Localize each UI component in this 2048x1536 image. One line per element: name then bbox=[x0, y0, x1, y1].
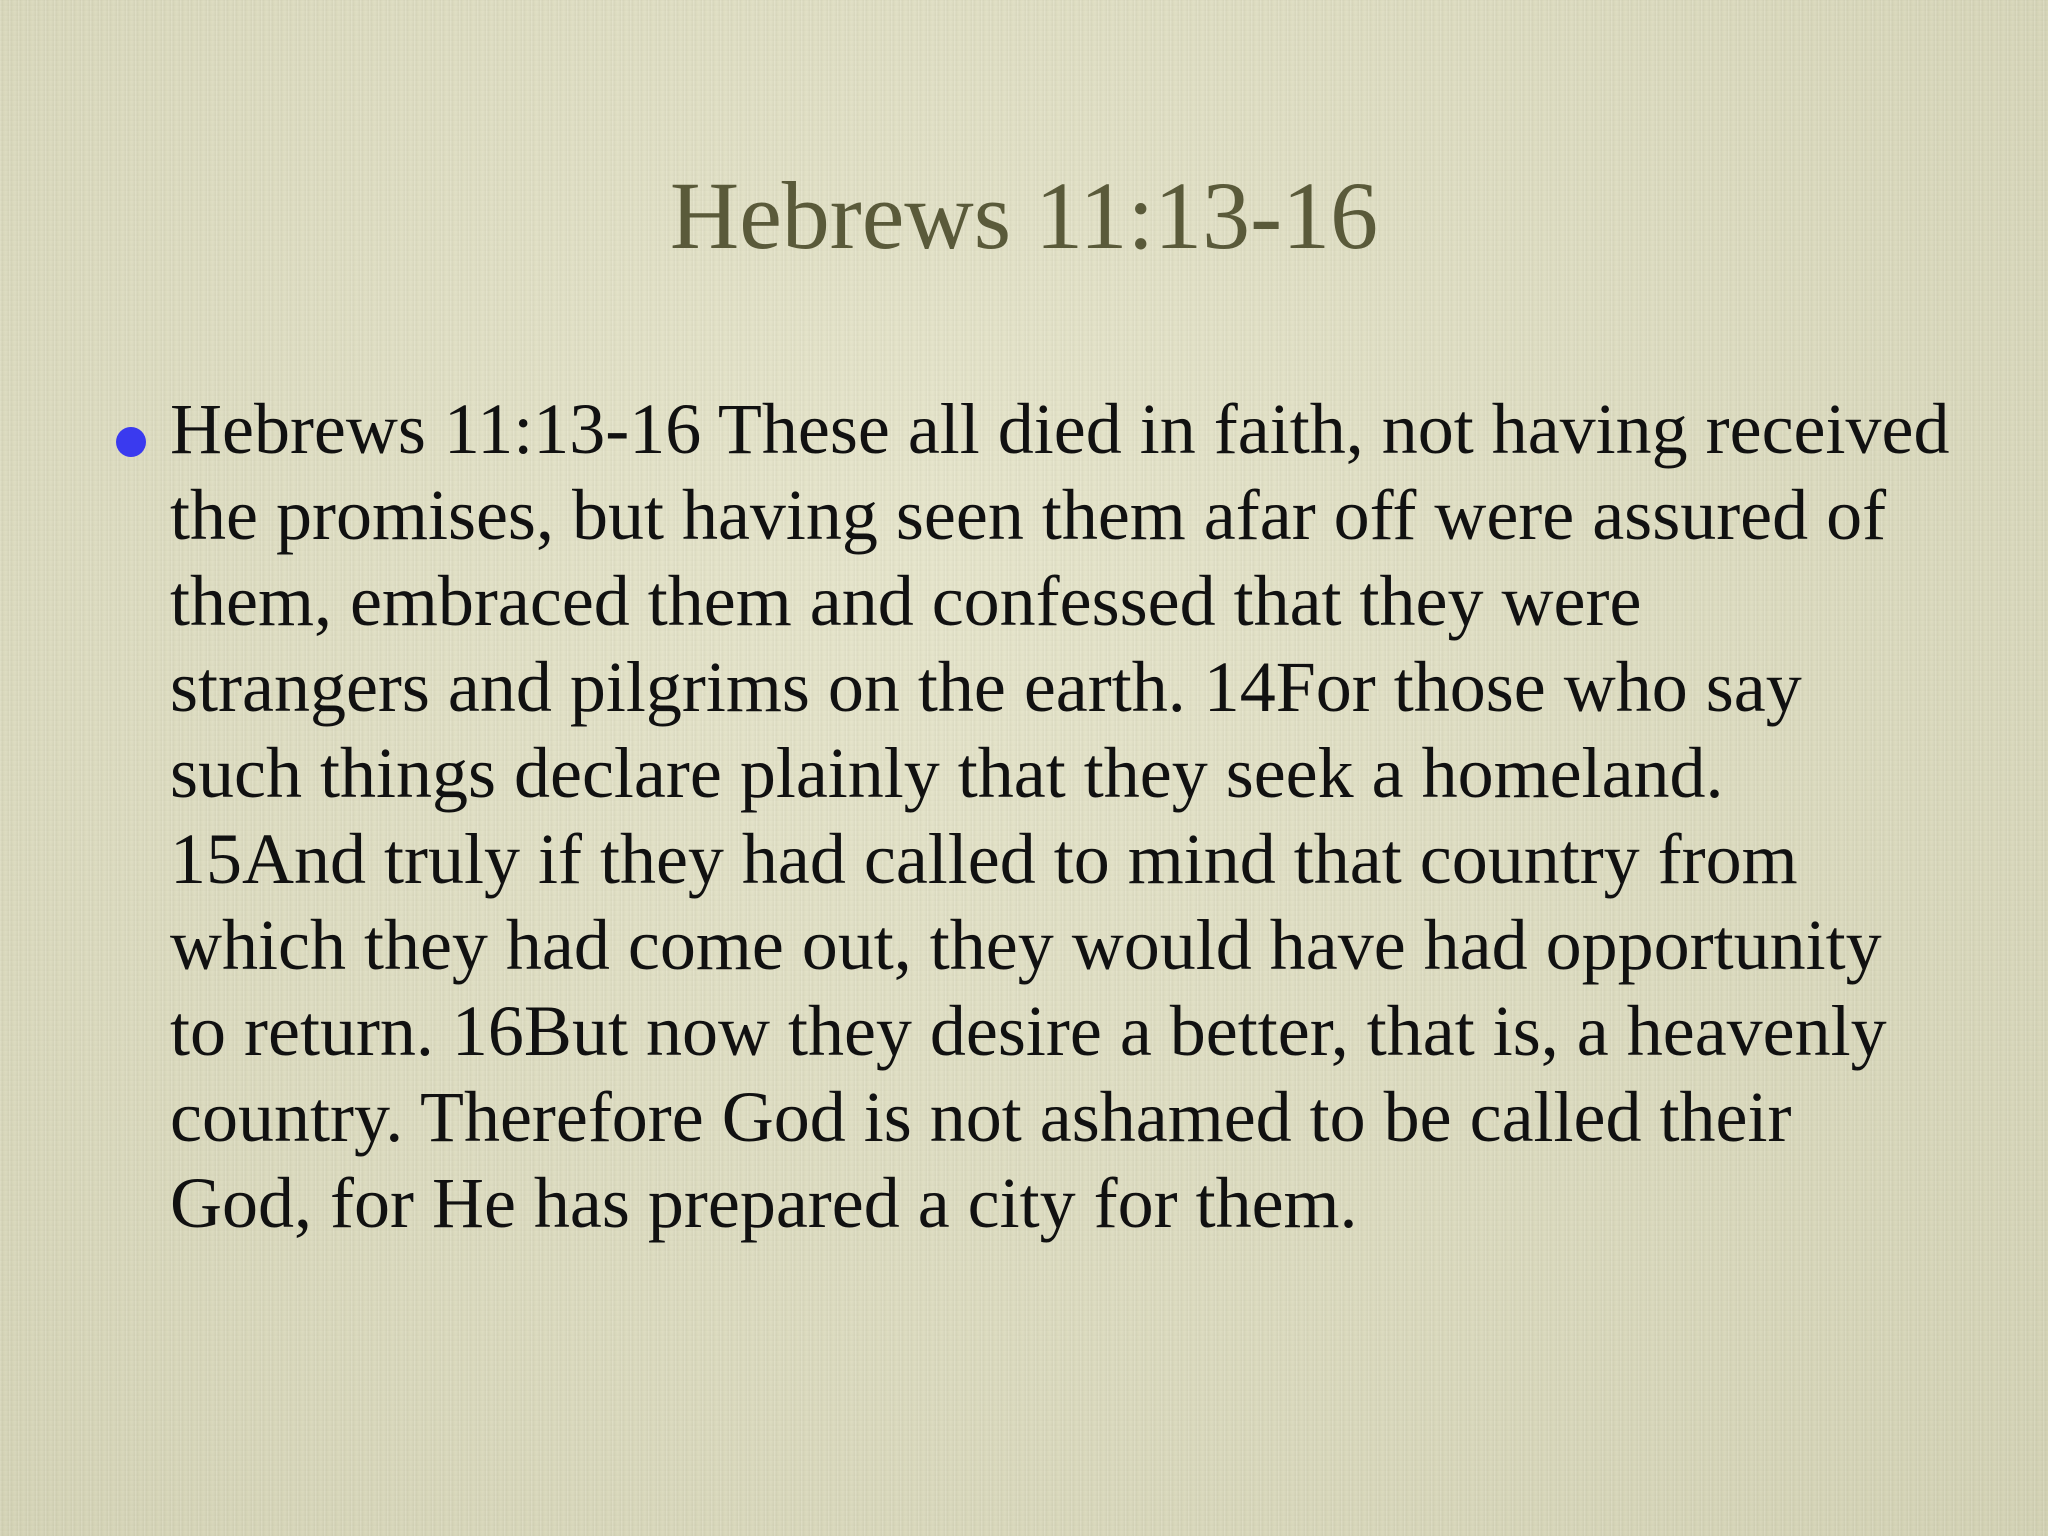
bullet-line: God, for He has prepared a city for them. bbox=[170, 1163, 1358, 1243]
bullet-line: which they had come out, they would have had opportunity bbox=[170, 905, 1882, 985]
bullet-line: 15And truly if they had called to mind that country from bbox=[170, 819, 1798, 899]
bullet-line: the promises, but having seen them afar off were assured of bbox=[170, 475, 1887, 555]
bullet-list bbox=[116, 386, 1996, 1246]
bullet-line: to return. 16But now they desire a better, that is, a heavenly bbox=[170, 991, 1887, 1071]
bullet-line: country. Therefore God is not ashamed to be called their bbox=[170, 1077, 1792, 1157]
bullet-line: Hebrews 11:13-16 These all died in faith, not having received bbox=[170, 389, 1950, 469]
bullet-text bbox=[170, 386, 1996, 1246]
bullet-item bbox=[116, 386, 1996, 1246]
bullet-line: them, embraced them and confessed that they were bbox=[170, 561, 1642, 641]
bullet-line: such things declare plainly that they seek a homeland. bbox=[170, 733, 1724, 813]
bullet-line: strangers and pilgrims on the earth. 14For those who say bbox=[170, 647, 1802, 727]
slide-title: Hebrews 11:13-16 bbox=[669, 162, 1379, 269]
bullet-dot-icon bbox=[116, 427, 146, 457]
